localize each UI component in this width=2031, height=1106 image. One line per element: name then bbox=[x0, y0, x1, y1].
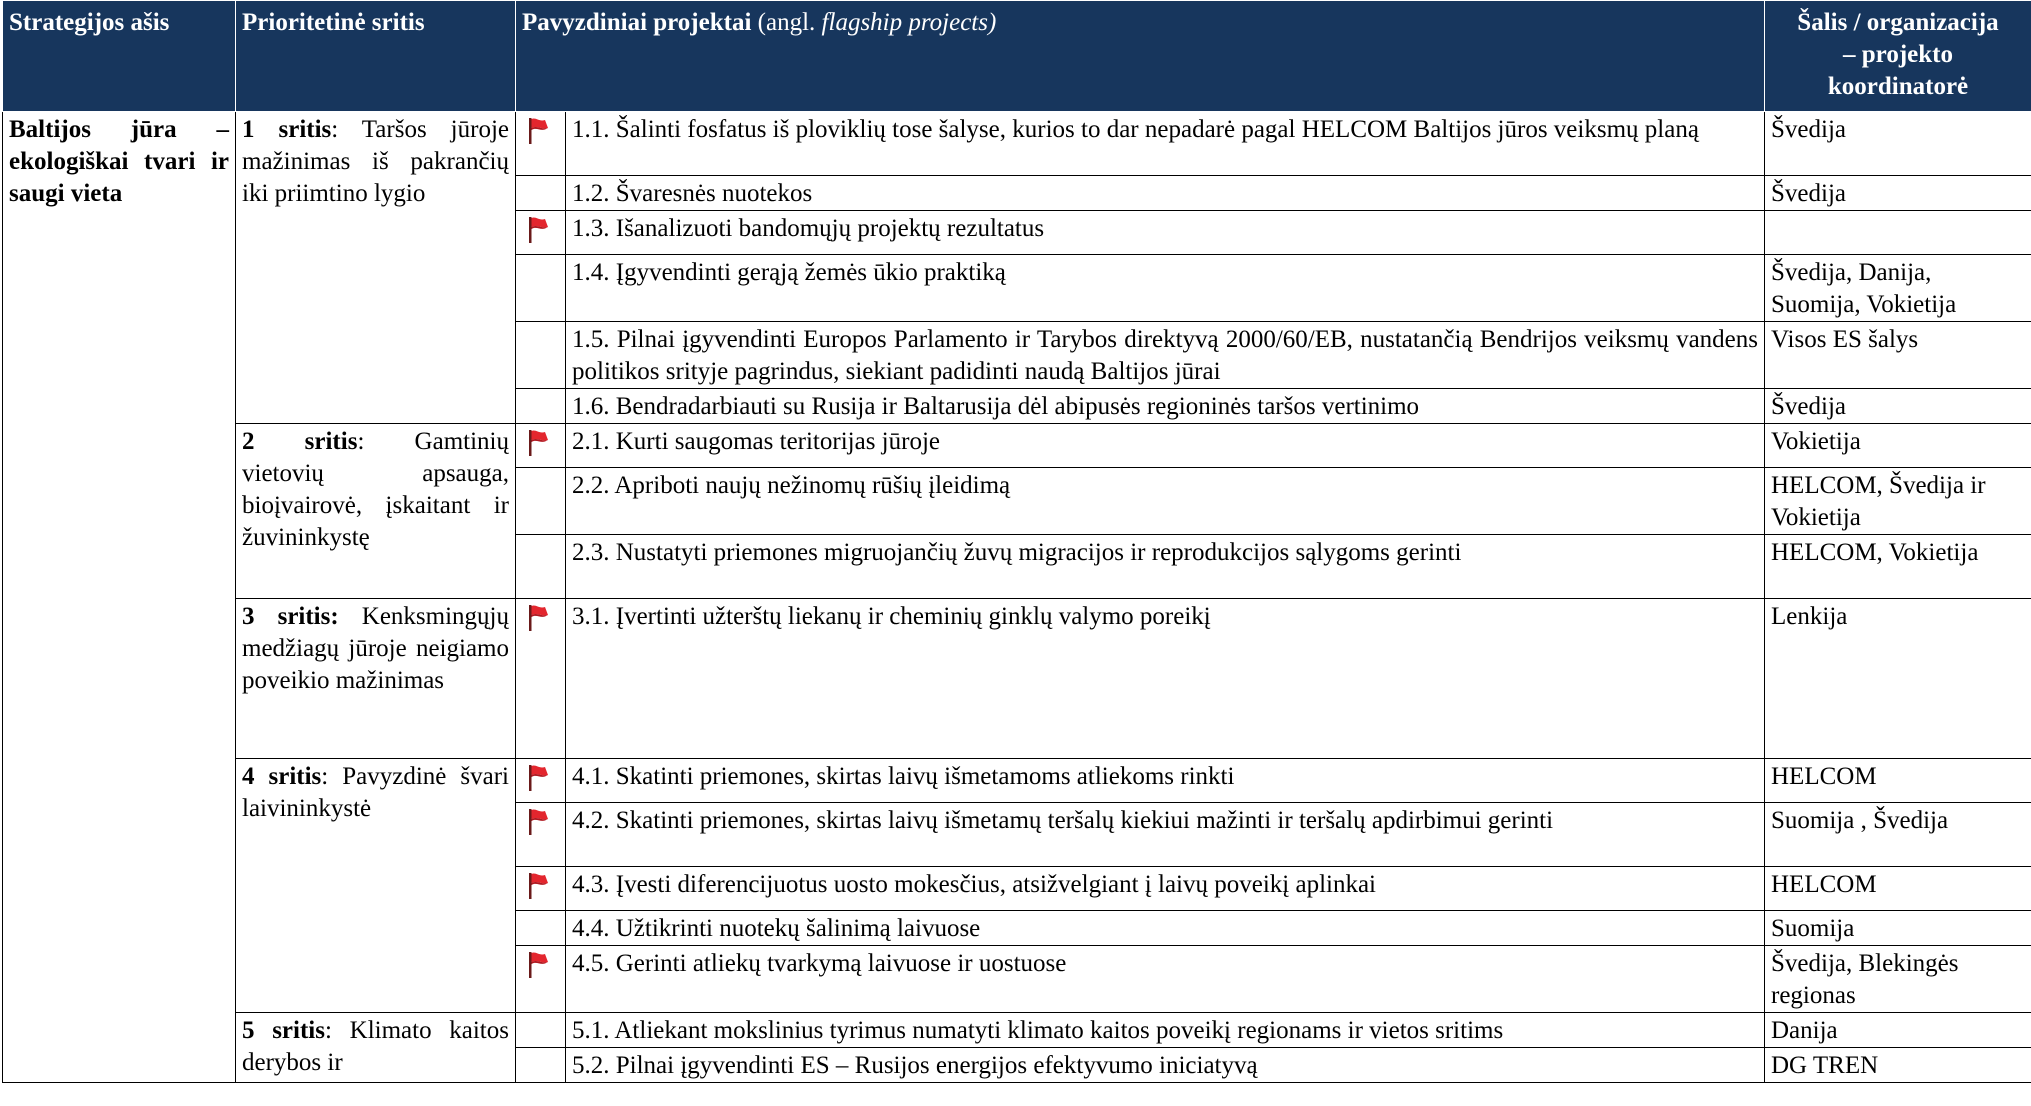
country-cell: Švedija bbox=[1765, 112, 2031, 176]
project-cell: 2.1. Kurti saugomas teritorijas jūroje bbox=[566, 424, 1765, 468]
header-row bbox=[3, 1, 2031, 112]
flag-icon bbox=[526, 807, 552, 837]
country-cell: Lenkija bbox=[1765, 599, 2031, 759]
project-cell: 1.4. Įgyvendinti gerąją žemės ūkio praktiką bbox=[566, 255, 1765, 322]
country-cell: HELCOM bbox=[1765, 867, 2031, 911]
country-cell: Švedija bbox=[1765, 389, 2031, 424]
header-axis: Strategijos ašis bbox=[3, 1, 236, 112]
flag-cell bbox=[516, 255, 566, 322]
strategy-table bbox=[2, 0, 2031, 1083]
table-row bbox=[3, 599, 2031, 759]
header-projects bbox=[516, 1, 1765, 112]
header-projects-bold: Pavyzdiniai projektai bbox=[522, 9, 752, 36]
project-cell: 1.5. Pilnai įgyvendinti Europos Parlamento ir Tarybos direktyvą 2000/60/EB, nustatančią Bendrijos veiksmų vandens politikos srityje pagrindus, siekiant padidinti naudą Baltijos jūrai bbox=[566, 322, 1765, 389]
project-cell: 3.1. Įvertinti užterštų liekanų ir cheminių ginklų valymo poreikį bbox=[566, 599, 1765, 759]
header-country-line2: – projekto bbox=[1843, 41, 1953, 68]
flag-cell bbox=[516, 176, 566, 211]
country-cell: HELCOM, Švedija ir Vokietija bbox=[1765, 468, 2031, 535]
flag-cell bbox=[516, 803, 566, 867]
priority-area-4: 4 sritis: Pavyzdinė švari laivininkystė bbox=[236, 759, 516, 1013]
country-cell: Švedija, Blekingės regionas bbox=[1765, 946, 2031, 1013]
header-projects-italic: flagship projects) bbox=[821, 9, 997, 36]
header-country-line3: koordinatorė bbox=[1827, 73, 1969, 100]
flag-cell bbox=[516, 1013, 566, 1048]
flag-cell bbox=[516, 946, 566, 1013]
priority-area-1: 1 sritis: Taršos jūroje mažinimas iš pakrančių iki priimtino lygio bbox=[236, 112, 516, 424]
country-cell: Suomija , Švedija bbox=[1765, 803, 2031, 867]
flag-cell bbox=[516, 322, 566, 389]
header-priority-area: Prioritetinė sritis bbox=[236, 1, 516, 112]
priority-area-3: 3 sritis: Kenksmingųjų medžiagų jūroje neigiamo poveikio mažinimas bbox=[236, 599, 516, 759]
flag-icon bbox=[526, 215, 552, 245]
flag-icon bbox=[526, 603, 552, 633]
flag-cell bbox=[516, 759, 566, 803]
project-cell: 1.3. Išanalizuoti bandomųjų projektų rezultatus bbox=[566, 211, 1765, 255]
project-cell: 4.2. Skatinti priemones, skirtas laivų išmetamų teršalų kiekiui mažinti ir teršalų apdirbimui gerinti bbox=[566, 803, 1765, 867]
header-country bbox=[1765, 1, 2031, 112]
table-row bbox=[3, 1013, 2031, 1048]
project-cell: 4.3. Įvesti diferencijuotus uosto mokesčius, atsižvelgiant į laivų poveikį aplinkai bbox=[566, 867, 1765, 911]
flag-cell bbox=[516, 599, 566, 759]
flag-icon bbox=[526, 428, 552, 458]
flag-cell bbox=[516, 211, 566, 255]
project-cell: 5.1. Atliekant mokslinius tyrimus numatyti klimato kaitos poveikį regionams ir vietos sritims bbox=[566, 1013, 1765, 1048]
project-cell: 1.2. Švaresnės nuotekos bbox=[566, 176, 1765, 211]
project-cell: 1.1. Šalinti fosfatus iš ploviklių tose šalyse, kurios to dar nepadarė pagal HELCOM Baltijos jūros veiksmų planą bbox=[566, 112, 1765, 176]
country-cell: Vokietija bbox=[1765, 424, 2031, 468]
flag-cell bbox=[516, 424, 566, 468]
header-country-line1: Šalis / organizacija bbox=[1797, 9, 1999, 36]
flag-cell bbox=[516, 867, 566, 911]
flag-icon bbox=[526, 871, 552, 901]
country-cell: DG TREN bbox=[1765, 1048, 2031, 1083]
flag-cell bbox=[516, 911, 566, 946]
table-row bbox=[3, 759, 2031, 803]
flag-cell bbox=[516, 389, 566, 424]
country-cell: Visos ES šalys bbox=[1765, 322, 2031, 389]
flag-icon bbox=[526, 950, 552, 980]
project-cell: 2.3. Nustatyti priemones migruojančių žuvų migracijos ir reprodukcijos sąlygoms gerinti bbox=[566, 535, 1765, 599]
country-cell: HELCOM bbox=[1765, 759, 2031, 803]
strategy-axis-cell: Baltijos jūra – ekologiškai tvari ir saugi vieta bbox=[3, 112, 236, 1083]
country-cell: HELCOM, Vokietija bbox=[1765, 535, 2031, 599]
country-cell: Švedija, Danija, Suomija, Vokietija bbox=[1765, 255, 2031, 322]
flag-icon bbox=[526, 763, 552, 793]
project-cell: 2.2. Apriboti naujų nežinomų rūšių įleidimą bbox=[566, 468, 1765, 535]
table-row bbox=[3, 112, 2031, 176]
country-cell: Suomija bbox=[1765, 911, 2031, 946]
country-cell: Danija bbox=[1765, 1013, 2031, 1048]
flag-icon bbox=[526, 116, 552, 146]
project-cell: 5.2. Pilnai įgyvendinti ES – Rusijos energijos efektyvumo iniciatyvą bbox=[566, 1048, 1765, 1083]
project-cell: 4.1. Skatinti priemones, skirtas laivų išmetamoms atliekoms rinkti bbox=[566, 759, 1765, 803]
flag-cell bbox=[516, 468, 566, 535]
priority-area-5: 5 sritis: Klimato kaitos derybos ir bbox=[236, 1013, 516, 1083]
flag-cell bbox=[516, 112, 566, 176]
flag-cell bbox=[516, 535, 566, 599]
flag-cell bbox=[516, 1048, 566, 1083]
header-projects-note: (angl. bbox=[751, 9, 822, 36]
country-cell bbox=[1765, 211, 2031, 255]
priority-area-2: 2 sritis: Gamtinių vietovių apsauga, bioįvairovė, įskaitant ir žuvininkystę bbox=[236, 424, 516, 599]
table-row bbox=[3, 424, 2031, 468]
project-cell: 4.5. Gerinti atliekų tvarkymą laivuose ir uostuose bbox=[566, 946, 1765, 1013]
country-cell: Švedija bbox=[1765, 176, 2031, 211]
project-cell: 4.4. Užtikrinti nuotekų šalinimą laivuose bbox=[566, 911, 1765, 946]
project-cell: 1.6. Bendradarbiauti su Rusija ir Baltarusija dėl abipusės regioninės taršos vertinimo bbox=[566, 389, 1765, 424]
